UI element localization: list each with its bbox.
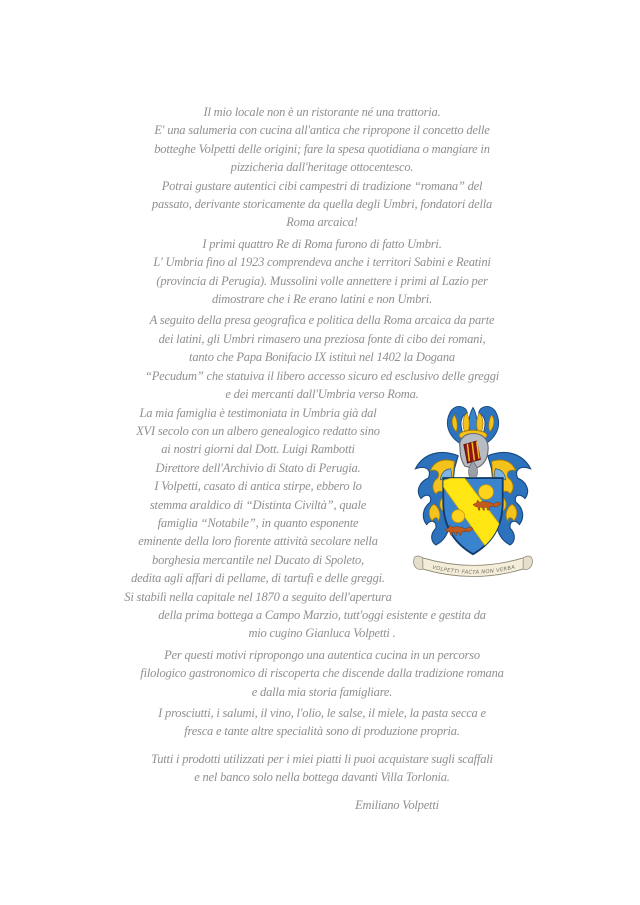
text-line: ai nostri giorni dal Dott. Luigi Rambotti (161, 442, 355, 457)
paragraph-famiglia (108, 404, 408, 606)
paragraph-motivi (108, 646, 536, 701)
text-line: e dalla mia storia famigliare. (251, 684, 393, 699)
text-line: Per questi motivi ripropongo una autentica cucina in un percorso (164, 647, 480, 662)
text-line: Tutti i prodotti utilizzati per i miei piatti li puoi acquistare sugli scaffali (151, 751, 493, 766)
text-line: pizzicheria dall'heritage ottocentesco. (230, 160, 414, 175)
text-line: filologico gastronomico di riscoperta che discende dalla tradizione romana (140, 666, 504, 681)
text-line: passato, derivante storicamente da quella degli Umbri, fondatori della (151, 197, 493, 212)
text-line: (provincia di Perugia). Mussolini volle annettere i primi al Lazio per (156, 273, 488, 288)
text-line: famiglia “Notabile”, in quanto esponente (157, 515, 359, 530)
text-line: dei latini, gli Umbri rimasero una preziosa fonte di cibo dei romani, (158, 331, 486, 346)
text-line: XVI secolo con un albero genealogico redatto sino (136, 423, 380, 438)
text-line: della prima bottega a Campo Marzio, tutt'oggi esistente e gestita da (158, 607, 486, 622)
text-line: L' Umbria fino al 1923 comprendeva anche i territori Sabini e Reatini (153, 255, 491, 270)
paragraph-intro (108, 103, 536, 232)
paragraph-produzione (108, 704, 536, 741)
text-line: tanto che Papa Bonifacio IX istituì nel 1402 la Dogana (189, 350, 455, 365)
text-line: Il mio locale non è un ristorante né una trattoria. (203, 105, 441, 119)
text-line: Direttore dell'Archivio di Stato di Perugia. (155, 460, 361, 475)
text-line: Si stabilì nella capitale nel 1870 a seguito dell'apertura (124, 589, 392, 604)
text-line: e nel banco solo nella bottega davanti Villa Torlonia. (194, 770, 450, 785)
text-line: A seguito della presa geografica e politica della Roma arcaica da parte (149, 313, 495, 328)
text-line: fresca e tante altre specialità sono di produzione propria. (184, 724, 460, 739)
text-line: dimostrare che i Re erano latini e non Umbri. (211, 292, 433, 307)
shield (440, 474, 509, 554)
helmet (459, 430, 488, 476)
text-line: Potrai gustare autentici cibi campestri di tradizione “romana” del (161, 178, 483, 193)
text-line: I Volpetti, casato di antica stirpe, ebbero lo (154, 479, 362, 494)
text-line: borghesia mercantile nel Ducato di Spoleto, (152, 552, 364, 567)
signature: Emiliano Volpetti (355, 797, 439, 812)
paragraph-famiglia-continuation (108, 606, 536, 643)
text-line: I primi quattro Re di Roma furono di fatto Umbri. (202, 236, 442, 251)
coat-of-arms (408, 397, 538, 587)
text-line: E' una salumeria con cucina all'antica che ripropone il concetto delle (154, 123, 490, 138)
text-line: dedita agli affari di pellame, di tartufi e delle greggi. (131, 571, 385, 586)
motto-text: VOLPETTI FACTA NON VERBA (431, 563, 516, 576)
text-line: botteghe Volpetti delle origini; fare la spesa quotidiana o mangiare in (154, 141, 490, 156)
text-line: La mia famiglia è testimoniata in Umbria già dal (139, 405, 377, 420)
paragraph-re-di-roma (108, 235, 536, 309)
gold-roundel-top (479, 484, 494, 499)
motto-banner (414, 555, 533, 576)
text-line: “Pecudum” che statuiva il libero accesso sicuro ed esclusivo delle greggi (144, 368, 500, 383)
family-history-section (108, 404, 536, 606)
text-line: mio cugino Gianluca Volpetti . (248, 626, 396, 641)
paragraph-dogana (108, 311, 536, 403)
paragraph-bottega (108, 750, 536, 787)
text-line: eminente della loro fiorente attività secolare nella (138, 534, 378, 549)
letter-text (108, 103, 536, 814)
gold-roundel-bottom (452, 509, 465, 522)
text-line: I prosciutti, i salumi, il vino, l'olio, le salse, il miele, la pasta secca e (158, 706, 486, 720)
coat-of-arms-image (408, 397, 538, 587)
text-line: stemma araldico di “Distinta Civiltà”, quale (149, 497, 367, 512)
text-line: e dei mercanti dall'Umbria verso Roma. (225, 387, 419, 402)
text-line: Roma arcaica! (286, 215, 358, 230)
